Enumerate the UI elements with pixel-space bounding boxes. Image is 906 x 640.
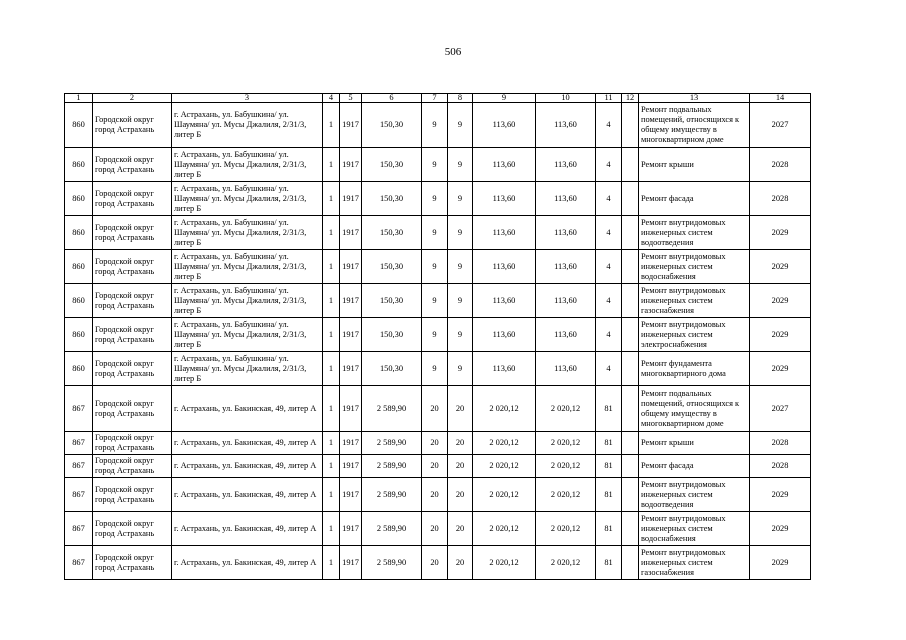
col7-cell: 20 [422,546,448,580]
address-cell: г. Астрахань, ул. Бабушкина/ ул. Шаумяна/ ул. Мусы Джалиля, 2/31/3, литер Б [172,318,323,352]
col9-cell: 113,60 [473,216,536,250]
col7-cell: 9 [422,250,448,284]
period-cell: 2027 [750,103,811,148]
row-id: 867 [65,478,93,512]
table-row [65,546,811,580]
address-cell: г. Астрахань, ул. Бабушкина/ ул. Шаумяна/ ул. Мусы Джалиля, 2/31/3, литер Б [172,216,323,250]
col10-cell: 113,60 [536,103,596,148]
work-type-cell: Ремонт внутридомовых инженерных систем водоотведения [639,478,750,512]
row-id: 860 [65,352,93,386]
col9-cell: 113,60 [473,284,536,318]
period-cell: 2029 [750,250,811,284]
col9-cell: 2 020,12 [473,546,536,580]
col9-cell: 2 020,12 [473,386,536,432]
municipality-cell: Городской округ город Астрахань [93,148,172,182]
column-header-5: 5 [340,94,362,103]
header-row [65,94,811,103]
municipality-cell: Городской округ город Астрахань [93,182,172,216]
col12-cell [622,148,639,182]
col4-cell: 1 [323,455,340,478]
col8-cell: 20 [448,432,473,455]
column-header-7: 7 [422,94,448,103]
table-row [65,148,811,182]
col11-cell: 81 [596,455,622,478]
col12-cell [622,432,639,455]
table-row [65,432,811,455]
col8-cell: 9 [448,284,473,318]
table-row [65,182,811,216]
address-cell: г. Астрахань, ул. Бакинская, 49, литер А [172,432,323,455]
municipality-cell: Городской округ город Астрахань [93,103,172,148]
table-row [65,455,811,478]
area-cell: 2 589,90 [362,386,422,432]
repair-program-table [64,93,811,580]
col4-cell: 1 [323,432,340,455]
table-row [65,512,811,546]
col10-cell: 113,60 [536,352,596,386]
work-type-cell: Ремонт крыши [639,148,750,182]
year-cell: 1917 [340,216,362,250]
col7-cell: 20 [422,455,448,478]
period-cell: 2029 [750,478,811,512]
area-cell: 2 589,90 [362,478,422,512]
col9-cell: 2 020,12 [473,455,536,478]
col7-cell: 20 [422,386,448,432]
column-header-6: 6 [362,94,422,103]
work-type-cell: Ремонт внутридомовых инженерных систем водоснабжения [639,512,750,546]
column-header-11: 11 [596,94,622,103]
address-cell: г. Астрахань, ул. Бабушкина/ ул. Шаумяна/ ул. Мусы Джалиля, 2/31/3, литер Б [172,250,323,284]
municipality-cell: Городской округ город Астрахань [93,512,172,546]
page-number: 506 [444,46,462,58]
table-row [65,103,811,148]
year-cell: 1917 [340,512,362,546]
municipality-cell: Городской округ город Астрахань [93,386,172,432]
col4-cell: 1 [323,386,340,432]
table-row [65,478,811,512]
work-type-cell: Ремонт фундамента многоквартирного дома [639,352,750,386]
col11-cell: 4 [596,250,622,284]
work-type-cell: Ремонт внутридомовых инженерных систем водоотведения [639,216,750,250]
col10-cell: 113,60 [536,148,596,182]
address-cell: г. Астрахань, ул. Бакинская, 49, литер А [172,478,323,512]
col10-cell: 113,60 [536,216,596,250]
work-type-cell: Ремонт фасада [639,455,750,478]
year-cell: 1917 [340,352,362,386]
col4-cell: 1 [323,546,340,580]
year-cell: 1917 [340,455,362,478]
area-cell: 2 589,90 [362,432,422,455]
col12-cell [622,352,639,386]
row-id: 860 [65,182,93,216]
table-body [65,103,811,580]
col11-cell: 81 [596,512,622,546]
municipality-cell: Городской округ город Астрахань [93,546,172,580]
column-header-10: 10 [536,94,596,103]
col12-cell [622,512,639,546]
period-cell: 2028 [750,455,811,478]
year-cell: 1917 [340,546,362,580]
year-cell: 1917 [340,103,362,148]
col7-cell: 9 [422,352,448,386]
row-id: 867 [65,512,93,546]
col7-cell: 9 [422,216,448,250]
col4-cell: 1 [323,478,340,512]
area-cell: 2 589,90 [362,546,422,580]
col10-cell: 113,60 [536,182,596,216]
col12-cell [622,103,639,148]
column-header-8: 8 [448,94,473,103]
address-cell: г. Астрахань, ул. Бакинская, 49, литер А [172,546,323,580]
col9-cell: 113,60 [473,250,536,284]
col11-cell: 4 [596,284,622,318]
year-cell: 1917 [340,250,362,284]
period-cell: 2028 [750,182,811,216]
col11-cell: 81 [596,386,622,432]
table-row [65,318,811,352]
area-cell: 2 589,90 [362,512,422,546]
period-cell: 2028 [750,148,811,182]
row-id: 867 [65,546,93,580]
col12-cell [622,318,639,352]
work-type-cell: Ремонт подвальных помещений, относящихся к общему имуществу в многоквартирном доме [639,386,750,432]
col8-cell: 9 [448,182,473,216]
area-cell: 2 589,90 [362,455,422,478]
col8-cell: 20 [448,512,473,546]
row-id: 867 [65,455,93,478]
col9-cell: 113,60 [473,182,536,216]
col11-cell: 81 [596,478,622,512]
col4-cell: 1 [323,318,340,352]
period-cell: 2028 [750,432,811,455]
col7-cell: 20 [422,432,448,455]
col11-cell: 4 [596,148,622,182]
col11-cell: 4 [596,318,622,352]
col7-cell: 20 [422,478,448,512]
col10-cell: 113,60 [536,250,596,284]
col10-cell: 113,60 [536,318,596,352]
municipality-cell: Городской округ город Астрахань [93,478,172,512]
col4-cell: 1 [323,148,340,182]
address-cell: г. Астрахань, ул. Бакинская, 49, литер А [172,512,323,546]
col10-cell: 2 020,12 [536,546,596,580]
col8-cell: 9 [448,216,473,250]
col7-cell: 9 [422,284,448,318]
col11-cell: 81 [596,432,622,455]
year-cell: 1917 [340,148,362,182]
table-row [65,216,811,250]
address-cell: г. Астрахань, ул. Бабушкина/ ул. Шаумяна/ ул. Мусы Джалиля, 2/31/3, литер Б [172,148,323,182]
col12-cell [622,455,639,478]
period-cell: 2029 [750,512,811,546]
area-cell: 150,30 [362,103,422,148]
row-id: 860 [65,318,93,352]
address-cell: г. Астрахань, ул. Бабушкина/ ул. Шаумяна/ ул. Мусы Джалиля, 2/31/3, литер Б [172,103,323,148]
period-cell: 2029 [750,318,811,352]
area-cell: 150,30 [362,216,422,250]
col11-cell: 4 [596,216,622,250]
row-id: 860 [65,103,93,148]
col7-cell: 9 [422,148,448,182]
period-cell: 2029 [750,216,811,250]
column-header-13: 13 [639,94,750,103]
col7-cell: 9 [422,318,448,352]
col10-cell: 2 020,12 [536,455,596,478]
col12-cell [622,250,639,284]
area-cell: 150,30 [362,250,422,284]
year-cell: 1917 [340,432,362,455]
municipality-cell: Городской округ город Астрахань [93,284,172,318]
table-row [65,284,811,318]
area-cell: 150,30 [362,182,422,216]
col4-cell: 1 [323,250,340,284]
col12-cell [622,182,639,216]
col4-cell: 1 [323,182,340,216]
col8-cell: 9 [448,103,473,148]
col11-cell: 4 [596,182,622,216]
column-header-12: 12 [622,94,639,103]
work-type-cell: Ремонт внутридомовых инженерных систем газоснабжения [639,546,750,580]
year-cell: 1917 [340,284,362,318]
address-cell: г. Астрахань, ул. Бабушкина/ ул. Шаумяна/ ул. Мусы Джалиля, 2/31/3, литер Б [172,284,323,318]
col8-cell: 20 [448,478,473,512]
col4-cell: 1 [323,103,340,148]
area-cell: 150,30 [362,318,422,352]
municipality-cell: Городской округ город Астрахань [93,455,172,478]
column-header-3: 3 [172,94,323,103]
year-cell: 1917 [340,318,362,352]
column-header-4: 4 [323,94,340,103]
year-cell: 1917 [340,386,362,432]
work-type-cell: Ремонт подвальных помещений, относящихся к общему имуществу в многоквартирном доме [639,103,750,148]
col4-cell: 1 [323,284,340,318]
row-id: 860 [65,250,93,284]
year-cell: 1917 [340,478,362,512]
col8-cell: 20 [448,455,473,478]
col11-cell: 4 [596,352,622,386]
work-type-cell: Ремонт крыши [639,432,750,455]
area-cell: 150,30 [362,284,422,318]
area-cell: 150,30 [362,148,422,182]
col10-cell: 2 020,12 [536,478,596,512]
row-id: 860 [65,216,93,250]
col10-cell: 2 020,12 [536,432,596,455]
col7-cell: 20 [422,512,448,546]
municipality-cell: Городской округ город Астрахань [93,352,172,386]
col12-cell [622,386,639,432]
row-id: 860 [65,284,93,318]
municipality-cell: Городской округ город Астрахань [93,432,172,455]
col10-cell: 2 020,12 [536,512,596,546]
col9-cell: 2 020,12 [473,512,536,546]
address-cell: г. Астрахань, ул. Бакинская, 49, литер А [172,386,323,432]
col11-cell: 4 [596,103,622,148]
col8-cell: 20 [448,386,473,432]
col8-cell: 9 [448,250,473,284]
row-id: 867 [65,386,93,432]
col12-cell [622,478,639,512]
municipality-cell: Городской округ город Астрахань [93,216,172,250]
area-cell: 150,30 [362,352,422,386]
row-id: 860 [65,148,93,182]
col4-cell: 1 [323,216,340,250]
col12-cell [622,216,639,250]
period-cell: 2029 [750,546,811,580]
column-header-2: 2 [93,94,172,103]
col9-cell: 2 020,12 [473,432,536,455]
work-type-cell: Ремонт внутридомовых инженерных систем электроснабжения [639,318,750,352]
col4-cell: 1 [323,352,340,386]
col9-cell: 2 020,12 [473,478,536,512]
col7-cell: 9 [422,103,448,148]
col10-cell: 2 020,12 [536,386,596,432]
period-cell: 2027 [750,386,811,432]
col8-cell: 20 [448,546,473,580]
col8-cell: 9 [448,318,473,352]
column-header-1: 1 [65,94,93,103]
period-cell: 2029 [750,352,811,386]
address-cell: г. Астрахань, ул. Бакинская, 49, литер А [172,455,323,478]
col11-cell: 81 [596,546,622,580]
col9-cell: 113,60 [473,318,536,352]
table-row [65,386,811,432]
col12-cell [622,546,639,580]
work-type-cell: Ремонт внутридомовых инженерных систем водоснабжения [639,250,750,284]
address-cell: г. Астрахань, ул. Бабушкина/ ул. Шаумяна/ ул. Мусы Джалиля, 2/31/3, литер Б [172,182,323,216]
col7-cell: 9 [422,182,448,216]
row-id: 867 [65,432,93,455]
col4-cell: 1 [323,512,340,546]
address-cell: г. Астрахань, ул. Бабушкина/ ул. Шаумяна/ ул. Мусы Джалиля, 2/31/3, литер Б [172,352,323,386]
table-row [65,352,811,386]
year-cell: 1917 [340,182,362,216]
municipality-cell: Городской округ город Астрахань [93,250,172,284]
municipality-cell: Городской округ город Астрахань [93,318,172,352]
col9-cell: 113,60 [473,352,536,386]
col9-cell: 113,60 [473,103,536,148]
col10-cell: 113,60 [536,284,596,318]
col9-cell: 113,60 [473,148,536,182]
work-type-cell: Ремонт фасада [639,182,750,216]
table-row [65,250,811,284]
work-type-cell: Ремонт внутридомовых инженерных систем газоснабжения [639,284,750,318]
column-header-9: 9 [473,94,536,103]
period-cell: 2029 [750,284,811,318]
col8-cell: 9 [448,352,473,386]
col8-cell: 9 [448,148,473,182]
col12-cell [622,284,639,318]
column-header-14: 14 [750,94,811,103]
